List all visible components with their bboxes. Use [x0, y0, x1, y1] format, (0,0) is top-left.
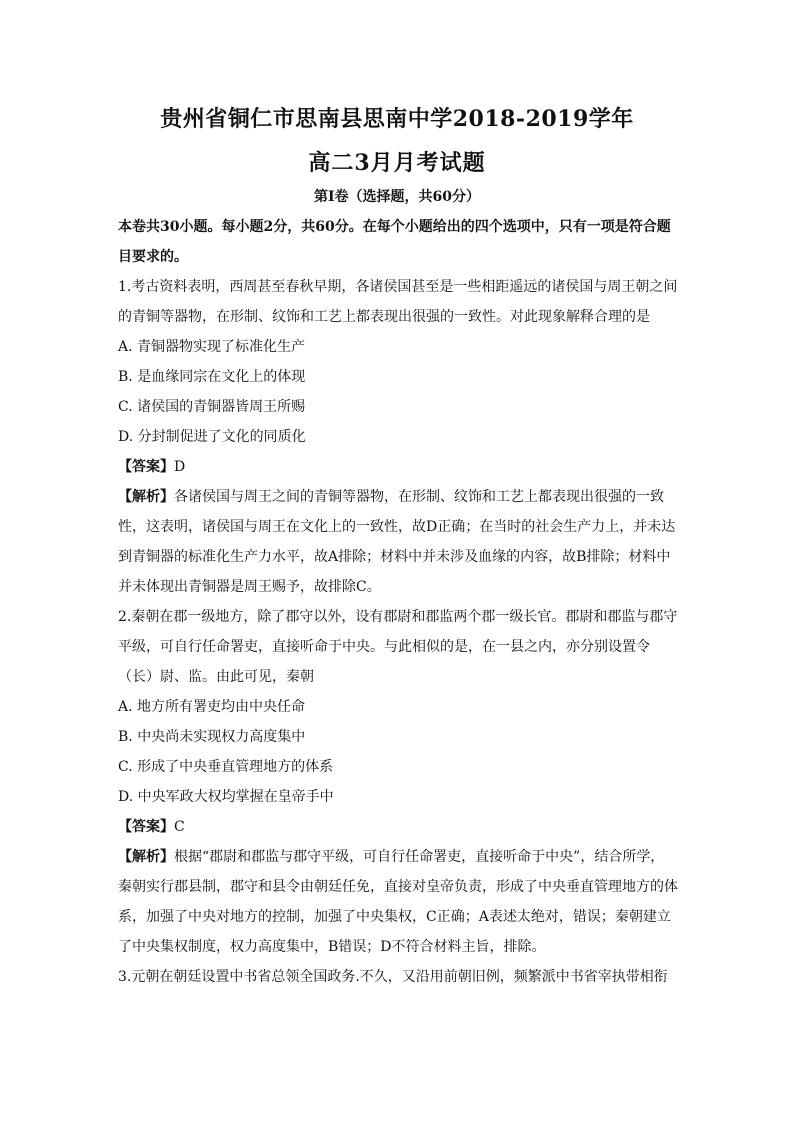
question-2-stem: 2.秦朝在郡一级地方，除了郡守以外，设有郡尉和郡监两个郡一级长官。郡尉和郡监与郡守平级，可自行任命署吏，直接听命于中央。与此相似的是，在一县之内，亦分别设置令（长）尉、监。由此可见，秦朝 [118, 609, 678, 685]
question-2-option-c: C. 形成了中央垂直管理地方的体系 [118, 759, 334, 775]
question-2-answer [118, 812, 678, 842]
page-title: 贵州省铜仁市思南县思南中学2018-2019学年 [160, 106, 634, 132]
question-1-option-c: C. 诸侯国的青铜器皆周王所赐 [118, 399, 306, 415]
analysis-label: 【解析】 [118, 489, 174, 505]
answer-value: C [174, 819, 185, 835]
answer-value: D [174, 459, 186, 475]
analysis-label: 【解析】 [118, 849, 174, 865]
page-subtitle: 高二3月月考试题 [308, 150, 486, 176]
answer-label: 【答案】 [118, 819, 174, 835]
question-2-option-d: D. 中央军政大权均掌握在皇帝手中 [118, 789, 334, 805]
analysis-text: 根据“郡尉和郡监与郡守平级，可自行任命署吏，直接听命于中央”，结合所学，秦朝实行郡县制，郡守和县令由朝廷任免，直接对皇帝负责，形成了中央垂直管理地方的体系，加强了中央对地方的控制，加强了中央集权，C正确；A表述太绝对，错误；秦朝建立了中央集权制度，权力高度集中，B错误；D不符合材料主旨，排除。 [118, 849, 678, 955]
section-heading: 第Ⅰ卷（选择题，共60分） [313, 189, 481, 205]
question-1-option-d: D. 分封制促进了文化的同质化 [118, 429, 306, 445]
analysis-text: 各诸侯国与周王之间的青铜等器物，在形制、纹饰和工艺上都表现出很强的一致性，这表明，诸侯国与周王在文化上的一致性，故D正确；在当时的社会生产力上，并未达到青铜器的标准化生产力水平，故A排除；材料中并未涉及血缘的内容，故B排除；材料中并未体现出青铜器是周王赐予，故排除C。 [118, 489, 676, 595]
question-2-option-a: A. 地方所有署吏均由中央任命 [118, 699, 306, 715]
question-2-analysis [118, 842, 678, 962]
instructions: 本卷共30小题。每小题2分，共60分。在每个小题给出的四个选项中，只有一项是符合题目要求的。 [118, 219, 671, 265]
question-1-option-a: A. 青铜器物实现了标准化生产 [118, 339, 306, 355]
document-body [118, 212, 678, 992]
question-1-answer [118, 452, 678, 482]
question-1-stem: 1.考古资料表明，西周甚至春秋早期，各诸侯国甚至是一些相距遥远的诸侯国与周王朝之间的青铜等器物，在形制、纹饰和工艺上都表现出很强的一致性。对此现象解释合理的是 [118, 279, 678, 325]
question-1-analysis [118, 482, 678, 602]
question-1-option-b: B. 是血缘同宗在文化上的体现 [118, 369, 306, 385]
question-3-stem: 3.元朝在朝廷设置中书省总领全国政务.不久，又沿用前朝旧例，频繁派中书省宰执带相衔 [118, 969, 668, 985]
question-2-option-b: B. 中央尚未实现权力高度集中 [118, 729, 306, 745]
answer-label: 【答案】 [118, 459, 174, 475]
